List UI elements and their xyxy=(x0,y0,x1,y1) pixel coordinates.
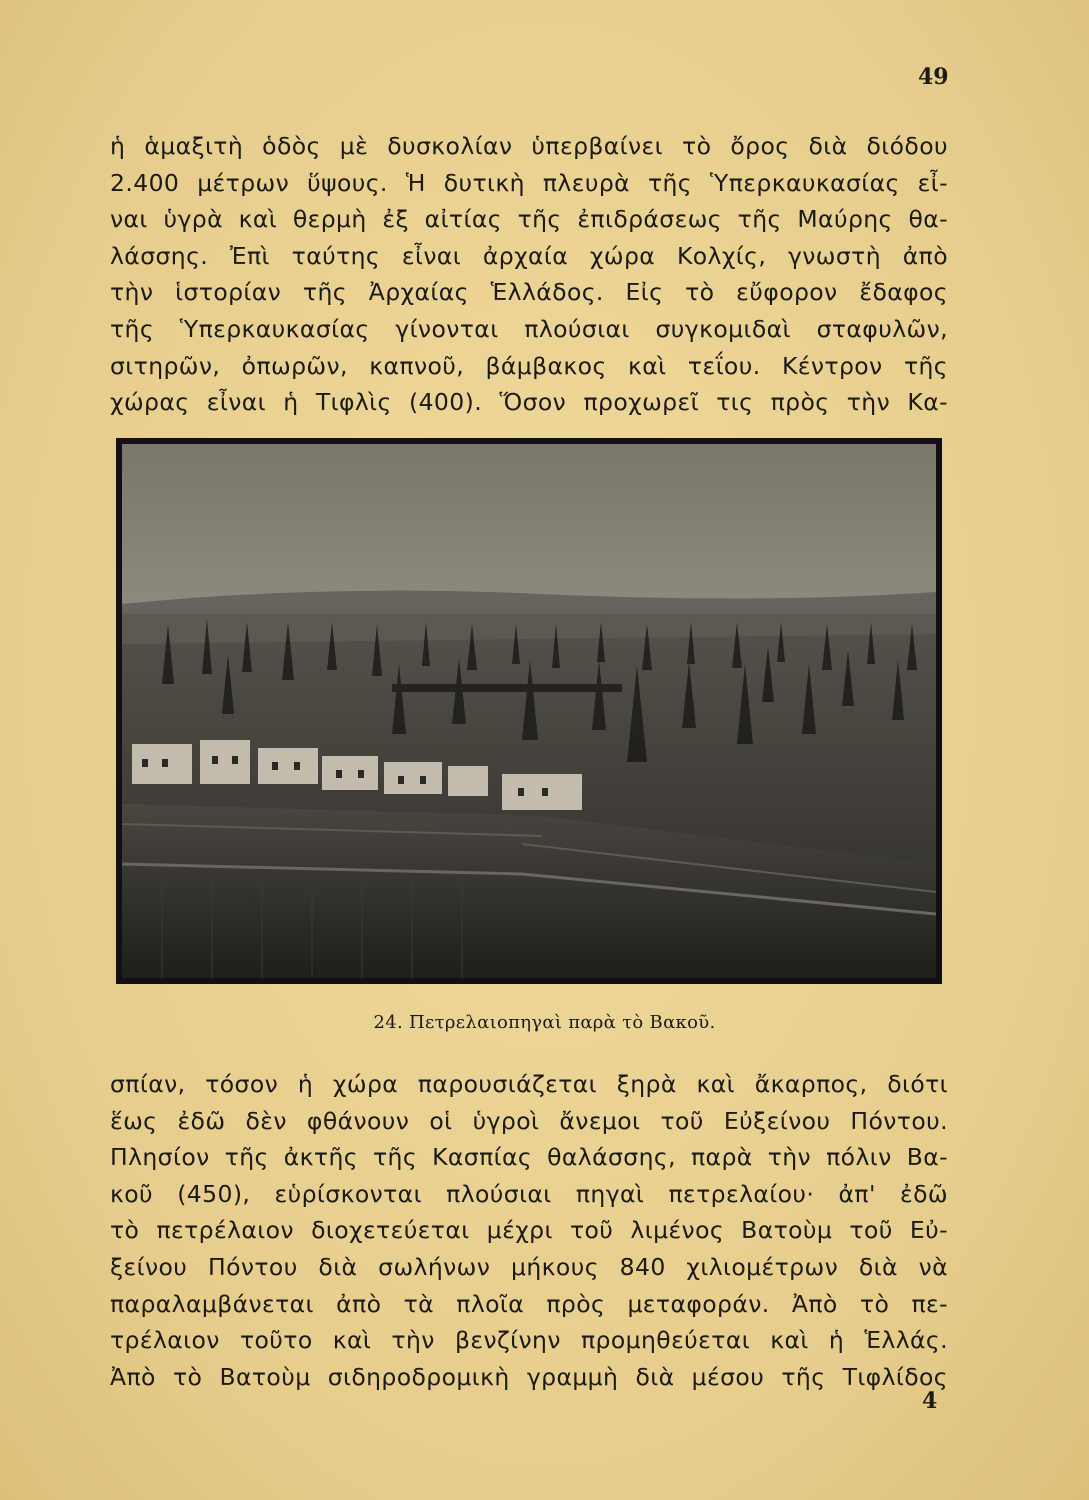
text-line: 2.400 μέτρων ὕψους. Ἡ δυτικὴ πλευρὰ τῆς Ὑπερκαυκασίας εἶ- xyxy=(110,168,948,197)
signature-mark: 4 xyxy=(922,1388,938,1414)
page-number: 49 xyxy=(918,64,949,90)
text-line: σπίαν, τόσον ἡ χώρα παρουσιάζεται ξηρὰ καὶ ἄκαρπος, διότι xyxy=(110,1070,948,1098)
text-line: τρέλαιον τοῦτο καὶ τὴν βενζίνην προμηθεύεται καὶ ἡ Ἑλλάς. xyxy=(110,1326,948,1355)
text-line: ξείνου Πόντου διὰ σωλήνων μήκους 840 χιλιομέτρων διὰ νὰ xyxy=(110,1252,948,1281)
paragraph-bottom xyxy=(110,1066,948,1395)
paragraph-top xyxy=(110,128,948,421)
photo-illustration xyxy=(122,444,936,978)
text-line: παραλαμβάνεται ἀπὸ τὰ πλοῖα πρὸς μεταφοράν. Ἀπὸ τὸ πε- xyxy=(110,1289,948,1318)
text-line: ἡ ἁμαξιτὴ ὁδὸς μὲ δυσκολίαν ὑπερβαίνει τὸ ὄρος διὰ διόδου xyxy=(110,132,948,160)
text-line: σιτηρῶν, ὀπωρῶν, καπνοῦ, βάμβακος καὶ τεΐου. Κέντρον τῆς xyxy=(110,351,948,380)
text-line: ναι ὑγρὰ καὶ θερμὴ ἐξ αἰτίας τῆς ἐπιδράσεως τῆς Μαύρης θα- xyxy=(110,205,948,234)
text-line: Πλησίον τῆς ἀκτῆς τῆς Κασπίας θαλάσσης, παρὰ τὴν πόλιν Βα- xyxy=(110,1143,948,1172)
text-line: χώρας εἶναι ἡ Τιφλὶς (400). Ὅσον προχωρεῖ τις πρὸς τὴν Κα- xyxy=(110,388,948,417)
text-line: τὸ πετρέλαιον διοχετεύεται μέχρι τοῦ λιμένος Βατοὺμ τοῦ Εὐ- xyxy=(110,1216,948,1245)
text-line: ἕως ἐδῶ δὲν φθάνουν οἱ ὑγροὶ ἄνεμοι τοῦ Εὐξείνου Πόντου. xyxy=(110,1106,948,1135)
text-line: τὴν ἱστορίαν τῆς Ἀρχαίας Ἑλλάδος. Εἰς τὸ εὔφορον ἔδαφος xyxy=(110,278,948,307)
text-line: κοῦ (450), εὑρίσκονται πλούσιαι πηγαὶ πετρελαίου· ἀπ' ἐδῶ xyxy=(110,1179,948,1208)
text-line: τῆς Ὑπερκαυκασίας γίνονται πλούσιαι συγκομιδαὶ σταφυλῶν, xyxy=(110,314,948,343)
text-line: λάσσης. Ἐπὶ ταύτης εἶναι ἀρχαία χώρα Κολχίς, γνωστὴ ἀπὸ xyxy=(110,241,948,270)
text-line: Ἀπὸ τὸ Βατοὺμ σιδηροδρομικὴ γραμμὴ διὰ μέσου τῆς Τιφλίδος xyxy=(110,1362,948,1391)
figure-caption: 24. Πετρελαιοπηγαὶ παρὰ τὸ Βακοῦ. xyxy=(373,1012,716,1033)
oil-fields-photo xyxy=(116,438,942,984)
